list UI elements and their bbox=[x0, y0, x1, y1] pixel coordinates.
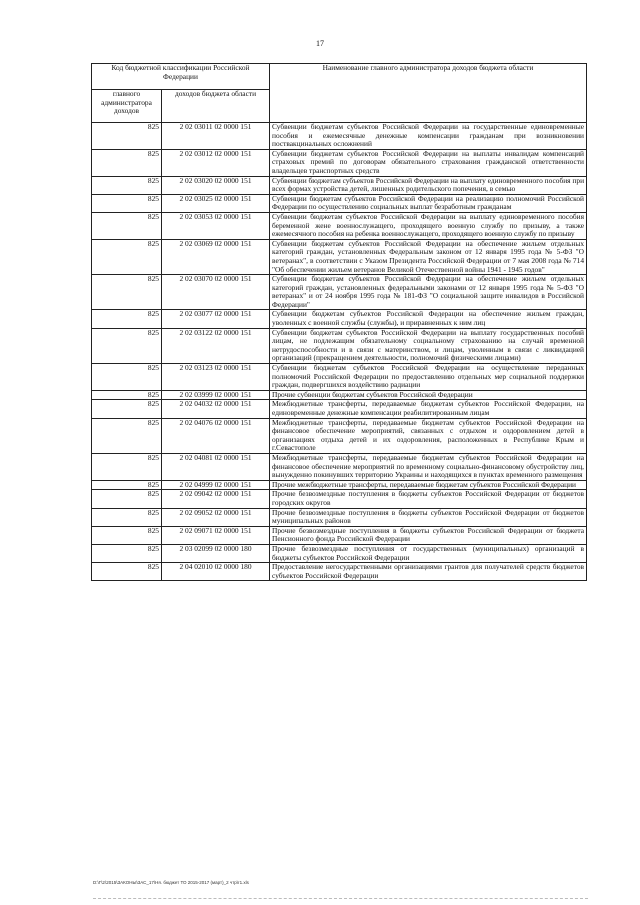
revenue-name-cell: Межбюджетные трансферты, передаваемые бюджетам субъектов Российской Федерации на финансовое обеспечение мероприятий, связанных с отдыхом и оздоровлением детей в организациях отдыха детей и их оздоровления, расположенных в Республике Крым и г.Севастополе bbox=[270, 418, 587, 453]
admin-code-cell: 825 bbox=[92, 149, 162, 176]
revenue-administrators-table bbox=[91, 63, 587, 581]
revenue-code-cell: 2 02 09052 02 0000 151 bbox=[162, 508, 270, 526]
header-revenue-code: доходов бюджета области bbox=[162, 90, 270, 123]
revenue-code-cell: 2 04 02010 02 0000 180 bbox=[162, 563, 270, 581]
table-row bbox=[92, 453, 587, 480]
revenue-code-cell: 2 02 03069 02 0000 151 bbox=[162, 239, 270, 274]
revenue-name-cell: Субвенции бюджетам субъектов Российской Федерации на выплату государственных пособий лицам, не подлежащим обязательному социальному страхованию на случай временной нетрудоспособности и в связи с материнством, и лицам, уволенным в связи с ликвидацией организаций (прекращением деятельности, полномочий физическими лицами) bbox=[270, 328, 587, 363]
revenue-code-cell: 2 02 09071 02 0000 151 bbox=[162, 526, 270, 544]
revenue-code-cell: 2 03 02099 02 0000 180 bbox=[162, 544, 270, 562]
table-row bbox=[92, 123, 587, 150]
revenue-name-cell: Прочие межбюджетные трансферты, передаваемые бюджетам субъектов Российской Федерации bbox=[270, 480, 587, 490]
revenue-name-cell: Предоставление негосударственными организациями грантов для получателей средств бюджетов субъектов Российской Федерации bbox=[270, 563, 587, 581]
header-administrator-name: Наименование главного администратора доходов бюджета области bbox=[270, 64, 587, 123]
admin-code-cell: 825 bbox=[92, 453, 162, 480]
admin-code-cell: 825 bbox=[92, 239, 162, 274]
bottom-divider bbox=[93, 898, 588, 899]
revenue-code-cell: 2 02 03020 02 0000 151 bbox=[162, 176, 270, 194]
table-row bbox=[92, 328, 587, 363]
revenue-name-cell: Субвенции бюджетам субъектов Российской Федерации на обеспечение жильем граждан, уволенных с военной службы (службы), и приравненных к ним лиц bbox=[270, 310, 587, 328]
admin-code-cell: 825 bbox=[92, 490, 162, 508]
revenue-name-cell: Субвенции бюджетам субъектов Российской Федерации на выплаты инвалидам компенсаций страховых премий по договорам обязательного страхования гражданской ответственности владельцев транспортных средств bbox=[270, 149, 587, 176]
admin-code-cell: 825 bbox=[92, 508, 162, 526]
table-row bbox=[92, 239, 587, 274]
revenue-name-cell: Прочие безвозмездные поступления в бюджеты субъектов Российской Федерации от бюджетов городских округов bbox=[270, 490, 587, 508]
admin-code-cell: 825 bbox=[92, 275, 162, 310]
admin-code-cell: 825 bbox=[92, 194, 162, 212]
header-admin-code: главного администратора доходов bbox=[92, 90, 162, 123]
revenue-code-cell: 2 02 03123 02 0000 151 bbox=[162, 364, 270, 391]
table-row bbox=[92, 176, 587, 194]
revenue-code-cell: 2 02 04076 02 0000 151 bbox=[162, 418, 270, 453]
revenue-code-cell: 2 02 03011 02 0000 151 bbox=[162, 123, 270, 150]
admin-code-cell: 825 bbox=[92, 390, 162, 400]
admin-code-cell: 825 bbox=[92, 123, 162, 150]
revenue-name-cell: Субвенции бюджетам субъектов Российской Федерации на обеспечение жильем отдельных категорий граждан, установленных Федеральным законом от 12 января 1995 года № 5-ФЗ "О ветеранах", в соответствии с Указом Президента Российской Федерации от 7 мая 2008 года № 714 "Об обеспечении жильем ветеранов Великой Отечественной войны 1941 - 1945 годов" bbox=[270, 239, 587, 274]
admin-code-cell: 825 bbox=[92, 526, 162, 544]
table-row bbox=[92, 490, 587, 508]
table-body bbox=[92, 123, 587, 581]
revenue-code-cell: 2 02 03122 02 0000 151 bbox=[162, 328, 270, 363]
revenue-code-cell: 2 02 04081 02 0000 151 bbox=[162, 453, 270, 480]
admin-code-cell: 825 bbox=[92, 480, 162, 490]
revenue-code-cell: 2 02 03025 02 0000 151 bbox=[162, 194, 270, 212]
table-row bbox=[92, 544, 587, 562]
revenue-name-cell: Субвенции бюджетам субъектов Российской Федерации на обеспечение жильем отдельных категорий граждан, установленных федеральными законами от 12 января 1995 года № 5-ФЗ "О ветеранах" и от 24 ноября 1995 года № 181-ФЗ "О социальной защите инвалидов в Российской Федерации" bbox=[270, 275, 587, 310]
revenue-name-cell: Прочие безвозмездные поступления в бюджеты субъектов Российской Федерации от бюджета Пенсионного фонда Российской Федерации bbox=[270, 526, 587, 544]
admin-code-cell: 825 bbox=[92, 310, 162, 328]
table-row bbox=[92, 563, 587, 581]
table-row bbox=[92, 275, 587, 310]
revenue-name-cell: Межбюджетные трансферты, передаваемые бюджетам субъектов Российской Федерации, на единовременные денежные компенсации реабилитированным лицам bbox=[270, 400, 587, 418]
revenue-code-cell: 2 02 04032 02 0000 151 bbox=[162, 400, 270, 418]
revenue-code-cell: 2 02 03053 02 0000 151 bbox=[162, 212, 270, 239]
revenue-code-cell: 2 02 03070 02 0000 151 bbox=[162, 275, 270, 310]
revenue-name-cell: Субвенции бюджетам субъектов Российской Федерации на осуществление переданных полномочий Российской Федерации по предоставлению отдельных мер социальной поддержки граждан, подвергшихся воздействию радиации bbox=[270, 364, 587, 391]
admin-code-cell: 825 bbox=[92, 176, 162, 194]
table-row bbox=[92, 364, 587, 391]
table-row bbox=[92, 526, 587, 544]
admin-code-cell: 825 bbox=[92, 400, 162, 418]
revenue-name-cell: Субвенции бюджетам субъектов Российской Федерации на государственные единовременные пособия и ежемесячные денежные компенсации гражданам при возникновении поствакцинальных осложнений bbox=[270, 123, 587, 150]
table-row bbox=[92, 194, 587, 212]
admin-code-cell: 825 bbox=[92, 212, 162, 239]
revenue-name-cell: Субвенции бюджетам субъектов Российской Федерации на реализацию полномочий Российской Федерации по осуществлению социальных выплат безработным гражданам bbox=[270, 194, 587, 212]
table-row bbox=[92, 418, 587, 453]
revenue-code-cell: 2 02 03077 02 0000 151 bbox=[162, 310, 270, 328]
admin-code-cell: 825 bbox=[92, 544, 162, 562]
table-row bbox=[92, 310, 587, 328]
admin-code-cell: 825 bbox=[92, 418, 162, 453]
revenue-name-cell: Субвенции бюджетам субъектов Российской Федерации на выплату единовременного пособия беременной жене военнослужащего, проходящего военную службу по призыву, а также ежемесячного пособия на ребенка военнослужащего, проходящего военную службу по призыву bbox=[270, 212, 587, 239]
revenue-name-cell: Субвенции бюджетам субъектов Российской Федерации на выплату единовременного пособия при всех формах устройства детей, лишенных родительского попечения, в семью bbox=[270, 176, 587, 194]
table-row bbox=[92, 508, 587, 526]
revenue-name-cell: Прочие безвозмездные поступления в бюджеты субъектов Российской Федерации от бюджетов муниципальных районов bbox=[270, 508, 587, 526]
header-classification-code: Код бюджетной классификации Российской Федерации bbox=[92, 64, 270, 90]
page-number: 17 bbox=[316, 39, 324, 48]
table-row bbox=[92, 400, 587, 418]
admin-code-cell: 825 bbox=[92, 328, 162, 363]
admin-code-cell: 825 bbox=[92, 563, 162, 581]
revenue-code-cell: 2 02 03012 02 0000 151 bbox=[162, 149, 270, 176]
revenue-name-cell: Прочие субвенции бюджетам субъектов Российской Федерации bbox=[270, 390, 587, 400]
revenue-code-cell: 2 02 03999 02 0000 151 bbox=[162, 390, 270, 400]
admin-code-cell: 825 bbox=[92, 364, 162, 391]
revenue-name-cell: Межбюджетные трансферты, передаваемые бюджетам субъектов Российской Федерации на финансовое обеспечение мероприятий по временному социально-финансовому обустройству лиц, вынужденно покинувших территорию Украины и находящихся в пунктах временного размещения bbox=[270, 453, 587, 480]
revenue-code-cell: 2 02 09042 02 0000 151 bbox=[162, 490, 270, 508]
file-path-footer: D:\Г\2\2015\ЗАКОНЫ\3АС_17\Ня. бюджет ТО 2015-2017 (март)_2 чтр\г1.xls bbox=[93, 880, 249, 885]
table-row bbox=[92, 149, 587, 176]
table-row bbox=[92, 212, 587, 239]
revenue-name-cell: Прочие безвозмездные поступления от государственных (муниципальных) организаций в бюджеты субъектов Российской Федерации bbox=[270, 544, 587, 562]
revenue-code-cell: 2 02 04999 02 0000 151 bbox=[162, 480, 270, 490]
